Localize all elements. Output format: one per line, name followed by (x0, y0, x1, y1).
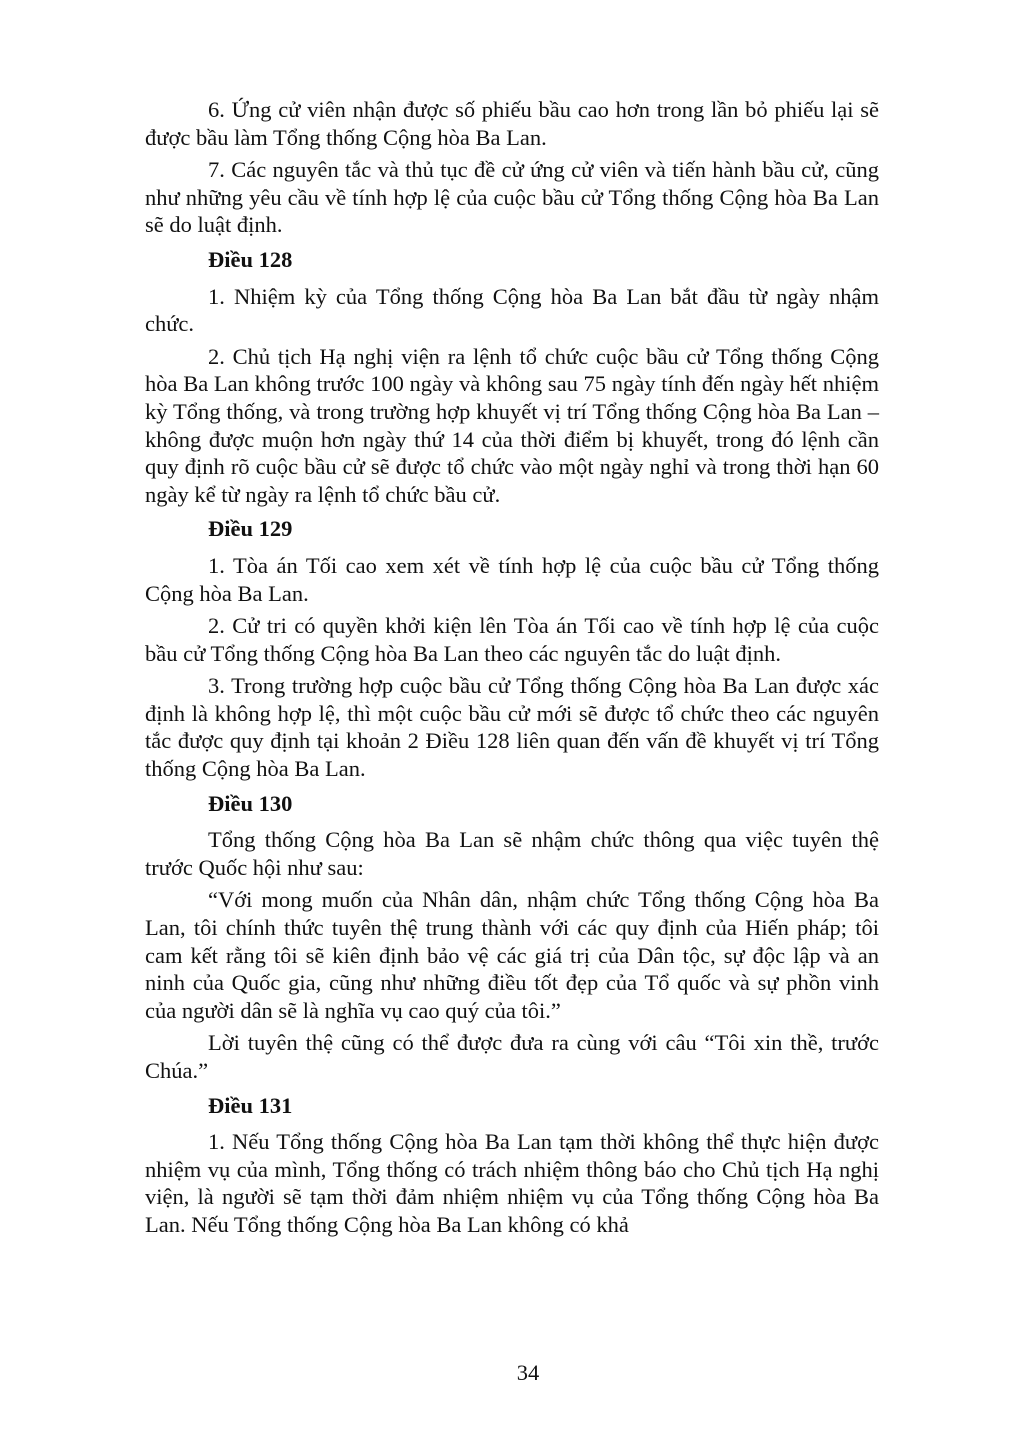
document-body (145, 96, 879, 1244)
paragraph-128-2: 2. Chủ tịch Hạ nghị viện ra lệnh tổ chức cuộc bầu cử Tổng thống Cộng hòa Ba Lan không trước 100 ngày và không sau 75 ngày tính đến ngày hết nhiệm kỳ Tổng thống, và trong trường hợp khuyết vị trí Tổng thống Cộng hòa Ba Lan – không được muộn hơn ngày thứ 14 của thời điểm bị khuyết, trong đó lệnh cần quy định rõ cuộc bầu cử sẽ được tổ chức vào một ngày nghỉ và trong thời hạn 60 ngày kể từ ngày ra lệnh tổ chức bầu cử. (145, 343, 879, 507)
article-heading-129: Điều 129 (208, 516, 293, 542)
paragraph-131-1: 1. Nếu Tổng thống Cộng hòa Ba Lan tạm thời không thể thực hiện được nhiệm vụ của mình, Tổng thống có trách nhiệm thông báo cho Chủ tịch Hạ nghị viện, là người sẽ tạm thời đảm nhiệm nhiệm vụ của Tổng thống Cộng hòa Ba Lan. Nếu Tổng thống Cộng hòa Ba Lan không có khả (145, 1129, 879, 1237)
paragraph-127-7: 7. Các nguyên tắc và thủ tục đề cử ứng cử viên và tiến hành bầu cử, cũng như những yêu cầu về tính hợp lệ của cuộc bầu cử Tổng thống Cộng hòa Ba Lan sẽ do luật định. (145, 157, 879, 238)
page-number: 34 (516, 1360, 540, 1385)
paragraph-130-addition: Lời tuyên thệ cũng có thể được đưa ra cùng với câu “Tôi xin thề, trước Chúa.” (145, 1030, 879, 1083)
paragraph-129-3: 3. Trong trường hợp cuộc bầu cử Tổng thống Cộng hòa Ba Lan được xác định là không hợp lệ, thì một cuộc bầu cử mới sẽ được tổ chức theo các nguyên tắc được quy định tại khoản 2 Điều 128 liên quan đến vấn đề khuyết vị trí Tổng thống Cộng hòa Ba Lan. (145, 673, 879, 782)
paragraph-129-1: 1. Tòa án Tối cao xem xét về tính hợp lệ của cuộc bầu cử Tổng thống Cộng hòa Ba Lan. (145, 552, 879, 606)
article-heading-131: Điều 131 (208, 1092, 293, 1118)
article-heading-130: Điều 130 (208, 790, 293, 816)
paragraph-130-intro: Tổng thống Cộng hòa Ba Lan sẽ nhậm chức thông qua việc tuyên thệ trước Quốc hội như sau: (145, 827, 879, 880)
paragraph-129-2: 2. Cử tri có quyền khởi kiện lên Tòa án Tối cao về tính hợp lệ của cuộc bầu cử Tổng thống Cộng hòa Ba Lan theo các nguyên tắc do luật định. (145, 613, 879, 666)
paragraph-127-6: 6. Ứng cử viên nhận được số phiếu bầu cao hơn trong lần bỏ phiếu lại sẽ được bầu làm Tổng thống Cộng hòa Ba Lan. (145, 97, 879, 150)
article-heading-128: Điều 128 (208, 246, 293, 272)
paragraph-128-1: 1. Nhiệm kỳ của Tổng thống Cộng hòa Ba Lan bắt đầu từ ngày nhậm chức. (145, 283, 879, 337)
paragraph-130-oath: “Với mong muốn của Nhân dân, nhậm chức Tổng thống Cộng hòa Ba Lan, tôi chính thức tuyên thệ trung thành với các quy định của Hiến pháp; tôi cam kết rằng tôi sẽ kiên định bảo vệ các giá trị của Dân tộc, sự độc lập và an ninh của Quốc gia, cũng như những điều tốt đẹp của Tổ quốc và sự phồn vinh của người dân sẽ là nghĩa vụ cao quý của tôi.” (145, 887, 879, 1023)
